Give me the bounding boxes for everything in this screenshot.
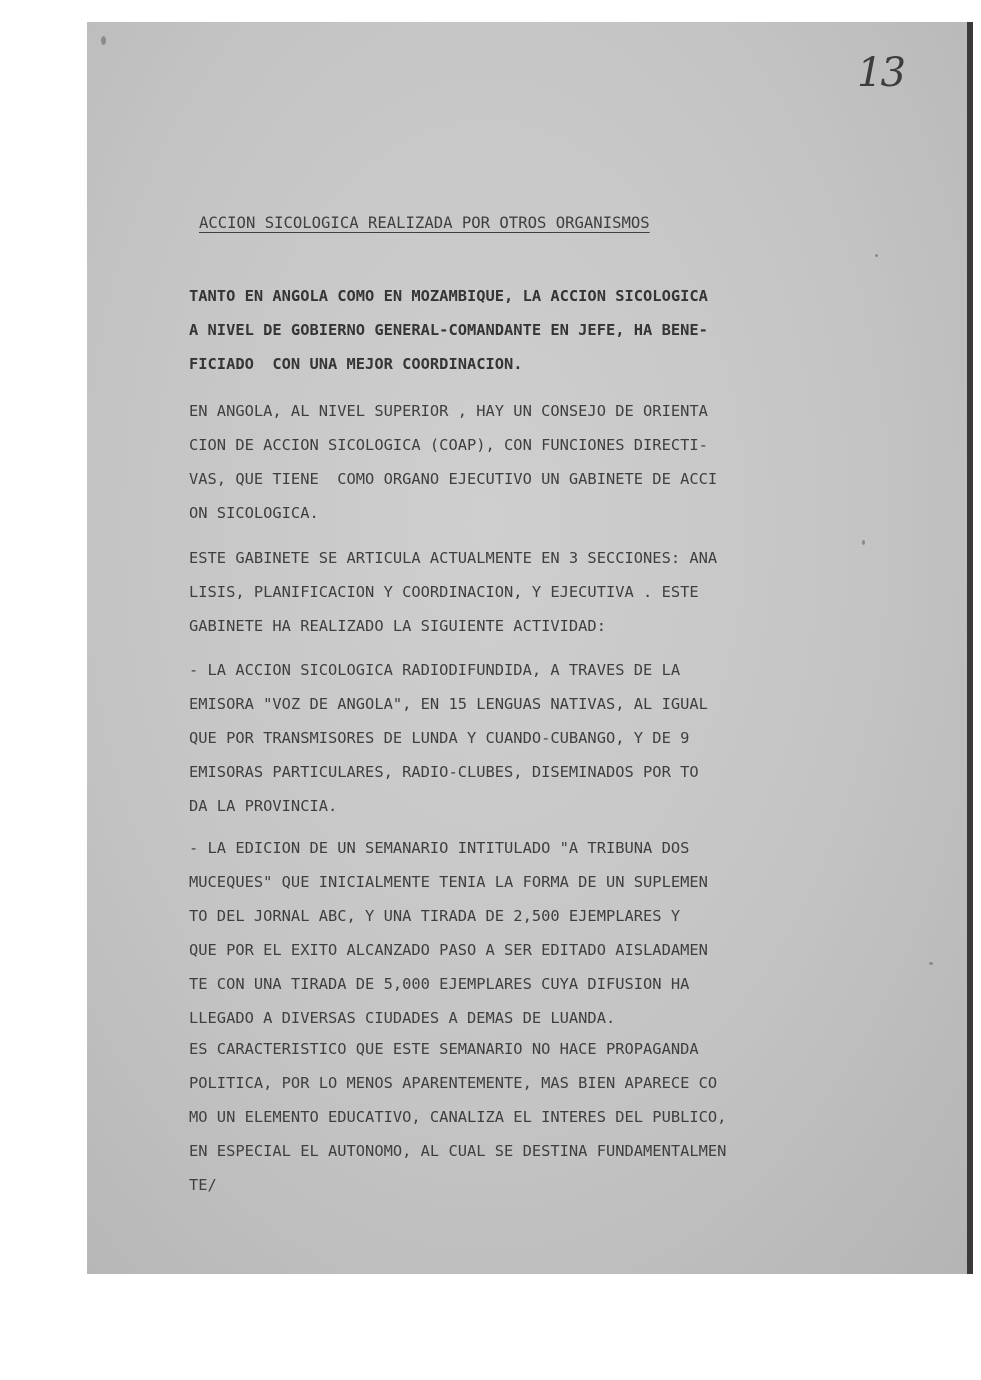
text-line: LISIS, PLANIFICACION Y COORDINACION, Y EJECUTIVA . ESTE	[189, 583, 699, 601]
text-line: ESTE GABINETE SE ARTICULA ACTUALMENTE EN 3 SECCIONES: ANA	[189, 549, 718, 567]
text-line: EMISORA "VOZ DE ANGOLA", EN 15 LENGUAS NATIVAS, AL IGUAL	[189, 695, 708, 713]
text-line: POLITICA, POR LO MENOS APARENTEMENTE, MAS BIEN APARECE CO	[189, 1074, 718, 1092]
document-title: ACCION SICOLOGICA REALIZADA POR OTROS ORGANISMOS	[199, 214, 650, 232]
paragraph-coap	[189, 394, 717, 530]
text-line: CION DE ACCION SICOLOGICA (COAP), CON FUNCIONES DIRECTI-	[189, 436, 708, 454]
dust-speck	[929, 962, 933, 965]
dust-speck	[862, 540, 865, 545]
text-line: FICIADO CON UNA MEJOR COORDINACION.	[189, 355, 523, 373]
text-line: TE CON UNA TIRADA DE 5,000 EJEMPLARES CUYA DIFUSION HA	[189, 975, 690, 993]
text-line: TO DEL JORNAL ABC, Y UNA TIRADA DE 2,500 EJEMPLARES Y	[189, 907, 681, 925]
text-line: VAS, QUE TIENE COMO ORGANO EJECUTIVO UN GABINETE DE ACCI	[189, 470, 718, 488]
text-line: TE/	[189, 1176, 217, 1194]
text-line: ES CARACTERISTICO QUE ESTE SEMANARIO NO HACE PROPAGANDA	[189, 1040, 699, 1058]
text-line: EN ANGOLA, AL NIVEL SUPERIOR , HAY UN CONSEJO DE ORIENTA	[189, 402, 708, 420]
paragraph-intro	[189, 279, 708, 381]
text-line: - LA ACCION SICOLOGICA RADIODIFUNDIDA, A TRAVES DE LA	[189, 661, 681, 679]
text-line: GABINETE HA REALIZADO LA SIGUIENTE ACTIVIDAD:	[189, 617, 606, 635]
dust-speck	[875, 254, 878, 257]
dust-speck	[101, 36, 106, 45]
paragraph-radio	[189, 653, 708, 823]
page-shadow-edge	[967, 22, 973, 1274]
text-line: MO UN ELEMENTO EDUCATIVO, CANALIZA EL INTERES DEL PUBLICO,	[189, 1108, 727, 1126]
paragraph-semanario	[189, 831, 708, 1035]
handwritten-page-number: 13	[857, 50, 904, 96]
text-line: DA LA PROVINCIA.	[189, 797, 338, 815]
scanned-page-photo	[87, 22, 973, 1274]
text-line: EMISORAS PARTICULARES, RADIO-CLUBES, DISEMINADOS POR TO	[189, 763, 699, 781]
text-line: QUE POR TRANSMISORES DE LUNDA Y CUANDO-CUBANGO, Y DE 9	[189, 729, 690, 747]
text-line: - LA EDICION DE UN SEMANARIO INTITULADO "A TRIBUNA DOS	[189, 839, 690, 857]
text-line: TANTO EN ANGOLA COMO EN MOZAMBIQUE, LA ACCION SICOLOGICA	[189, 287, 708, 305]
text-line: MUCEQUES" QUE INICIALMENTE TENIA LA FORMA DE UN SUPLEMEN	[189, 873, 708, 891]
text-line: A NIVEL DE GOBIERNO GENERAL-COMANDANTE EN JEFE, HA BENE-	[189, 321, 708, 339]
text-line: ON SICOLOGICA.	[189, 504, 319, 522]
text-line: QUE POR EL EXITO ALCANZADO PASO A SER EDITADO AISLADAMEN	[189, 941, 708, 959]
paragraph-caracteristico	[189, 1032, 726, 1202]
text-line: LLEGADO A DIVERSAS CIUDADES A DEMAS DE LUANDA.	[189, 1009, 616, 1027]
text-line: EN ESPECIAL EL AUTONOMO, AL CUAL SE DESTINA FUNDAMENTALMEN	[189, 1142, 727, 1160]
paragraph-gabinete	[189, 541, 717, 643]
